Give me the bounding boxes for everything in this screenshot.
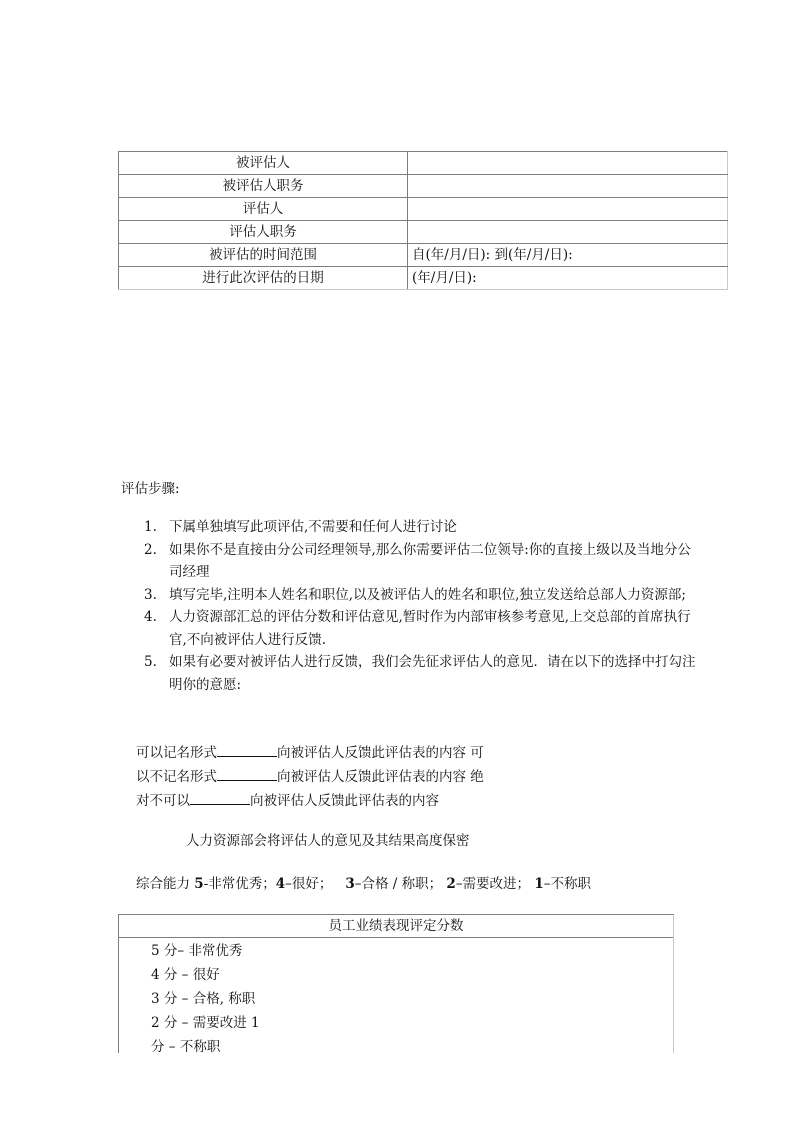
performance-score-table <box>118 914 674 1053</box>
choice-text: 向被评估人反馈此评估表的内容 <box>250 793 439 809</box>
list-item <box>140 584 700 607</box>
evaluatee-position-value[interactable] <box>408 175 728 198</box>
ability-scale <box>136 872 591 892</box>
evaluator-value[interactable] <box>408 198 728 221</box>
score-list <box>151 939 260 1059</box>
step-text: 如果有必要对被评估人进行反馈，我们会先征求评估人的意见．请在以下的选择中打勾注明你的意愿: <box>169 654 696 693</box>
table-row <box>119 198 728 221</box>
score-4: 4 <box>275 876 286 892</box>
step-number: 4. <box>144 609 157 625</box>
steps-heading: 评估步骤: <box>121 481 180 497</box>
list-item <box>140 516 700 539</box>
evaluation-period-value[interactable]: 自(年/月/日): 到(年/月/日): <box>408 244 728 267</box>
step-text: 填写完毕,注明本人姓名和职位,以及被评估人的姓名和职位,独立发送给总部人力资源部; <box>169 586 686 603</box>
choice-text: 对不可以 <box>136 793 190 809</box>
step-text: 人力资源部汇总的评估分数和评估意见,暂时作为内部审核参考意见,上交总部的首席执行官,不向被评估人进行反馈. <box>169 609 691 648</box>
evaluator-position-label: 评估人职务 <box>119 221 408 244</box>
choice-no-feedback <box>136 789 439 809</box>
tick-blank[interactable] <box>217 743 277 757</box>
score-line: 5 分– 非常优秀 <box>151 943 243 959</box>
evaluatee-value[interactable] <box>408 152 728 175</box>
score-4-text: –很好； <box>285 876 337 892</box>
list-item <box>140 606 700 651</box>
table-row <box>119 244 728 267</box>
score-1: 1 <box>534 876 544 892</box>
ability-label: 综合能力 <box>136 876 190 892</box>
list-item <box>140 539 700 584</box>
steps-list <box>140 516 700 696</box>
step-text: 下属单独填写此项评估,不需要和任何人进行讨论 <box>169 519 457 535</box>
choice-anonymous-feedback <box>136 765 484 785</box>
choice-text: 可以记名形式 <box>136 745 217 761</box>
score-line: 2 分 – 需要改进 1 <box>151 1015 260 1031</box>
confidentiality-note: 人力资源部会将评估人的意见及其结果高度保密 <box>186 833 470 849</box>
table-row <box>119 152 728 175</box>
score-line: 分 – 不称职 <box>151 1039 221 1055</box>
choice-text: 向被评估人反馈此评估表的内容 可 <box>277 745 484 761</box>
step-number: 1. <box>144 519 157 535</box>
tick-blank[interactable] <box>217 767 277 781</box>
score-table-title: 员工业绩表现评定分数 <box>119 915 673 938</box>
score-line: 3 分 – 合格, 称职 <box>151 991 256 1007</box>
choice-text: 以不记名形式 <box>136 769 217 785</box>
evaluator-position-value[interactable] <box>408 221 728 244</box>
step-number: 2. <box>144 541 157 558</box>
tick-blank[interactable] <box>190 791 250 805</box>
score-line: 4 分 – 很好 <box>151 967 220 983</box>
score-2-text: –需要改进； <box>455 876 531 892</box>
evaluation-date-value[interactable]: (年/月/日): <box>408 267 728 290</box>
table-row <box>119 267 728 290</box>
step-number: 5. <box>144 654 157 670</box>
score-5-text: -非常优秀； <box>203 876 276 892</box>
evaluatee-label: 被评估人 <box>119 152 408 175</box>
choice-text: 向被评估人反馈此评估表的内容 绝 <box>277 769 484 785</box>
step-text: 如果你不是直接由分公司经理领导,那么你需要评估二位领导:你的直接上级以及当地分公司经理 <box>169 541 691 580</box>
evaluation-info-table <box>118 151 728 290</box>
evaluatee-position-label: 被评估人职务 <box>119 175 408 198</box>
list-item <box>140 651 700 696</box>
choice-named-feedback <box>136 741 484 761</box>
evaluator-label: 评估人 <box>119 198 408 221</box>
evaluation-period-label: 被评估的时间范围 <box>119 244 408 267</box>
score-2: 2 <box>446 876 456 892</box>
score-5: 5 <box>194 876 204 892</box>
score-3: 3 <box>345 876 355 892</box>
step-number: 3. <box>144 586 157 603</box>
evaluation-date-label: 进行此次评估的日期 <box>119 267 408 290</box>
table-row <box>119 175 728 198</box>
score-3-text: –合格 / 称职； <box>354 876 443 892</box>
score-1-text: –不称职 <box>543 876 592 892</box>
table-row <box>119 221 728 244</box>
